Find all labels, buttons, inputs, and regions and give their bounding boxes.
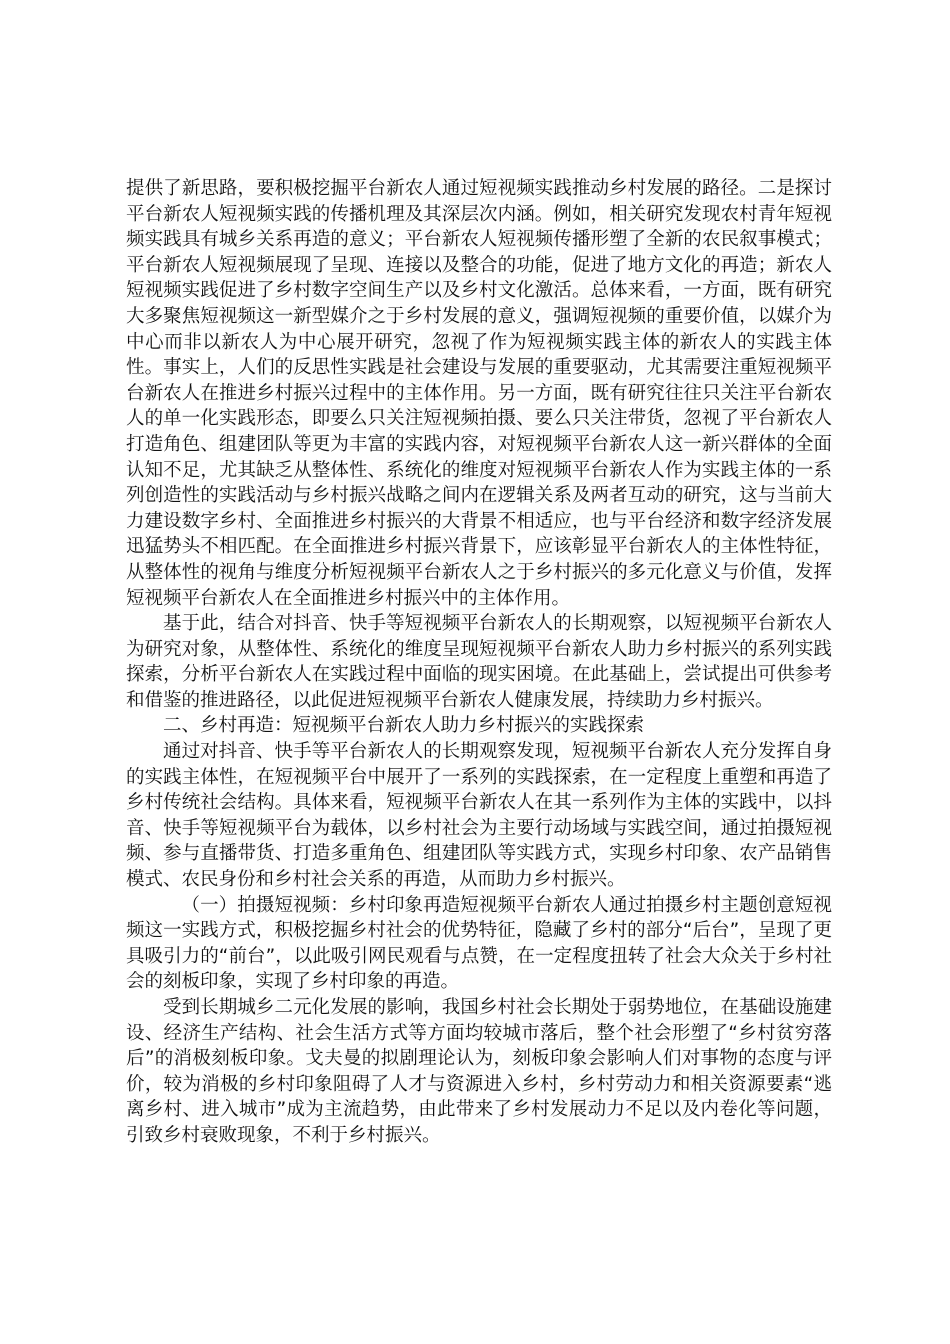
paragraph-continued: 提供了新思路，要积极挖掘平台新农人通过短视频实践推动乡村发展的路径。二是探讨平台新农人短视频实践的传播机理及其深层次内涵。例如，相关研究发现农村青年短视频实践具有城乡关系再造的意义；平台新农人短视频传播形塑了全新的农民叙事模式；平台新农人短视频展现了呈现、连接以及整合的功能，促进了地方文化的再造；新农人短视频实践促进了乡村数字空间生产以及乡村文化激活。总体来看，一方面，既有研究大多聚焦短视频这一新型媒介之于乡村发展的意义，强调短视频的重要价值，以媒介为中心而非以新农人为中心展开研究，忽视了作为短视频实践主体的新农人的实践主体性。事实上，人们的反思性实践是社会建设与发展的重要驱动，尤其需要注重短视频平台新农人在推进乡村振兴过程中的主体作用。另一方面，既有研究往往只关注平台新农人的单一化实践形态，即要么只关注短视频拍摄、要么只关注带货，忽视了平台新农人打造角色、组建团队等更为丰富的实践内容，对短视频平台新农人这一新兴群体的全面认知不足，尤其缺乏从整体性、系统化的维度对短视频平台新农人作为实践主体的一系列创造性的实践活动与乡村振兴战略之间内在逻辑关系及两者互动的研究，这与当前大力建设数字乡村、全面推进乡村振兴的大背景不相适应，也与平台经济和数字经济发展迅猛势头不相匹配。在全面推进乡村振兴背景下，应该彰显平台新农人的主体性特征，从整体性的视角与维度分析短视频平台新农人之于乡村振兴的多元化意义与价值，发挥短视频平台新农人在全面推进乡村振兴中的主体作用。: [126, 178, 832, 609]
paragraph-section-intro: 通过对抖音、快手等平台新农人的长期观察发现，短视频平台新农人充分发挥自身的实践主体性，在短视频平台中展开了一系列的实践探索，在一定程度上重塑和再造了乡村传统社会结构。具体来看，短视频平台新农人在其一系列作为主体的实践中，以抖音、快手等短视频平台为载体，以乡村社会为主要行动场域与实践空间，通过拍摄短视频、参与直播带货、打造多重角色、组建团队等实践方式，实现乡村印象、农产品销售模式、农民身份和乡村社会关系的再造，从而助力乡村振兴。: [126, 741, 832, 891]
section-heading: 二、乡村再造：短视频平台新农人助力乡村振兴的实践探索: [163, 715, 645, 737]
paragraph-subsection-video: （一）拍摄短视频：乡村印象再造短视频平台新农人通过拍摄乡村主题创意短视频这一实践方式，积极挖掘乡村社会的优势特征，隐藏了乡村的部分“后台”，呈现了更具吸引力的“前台”，以此吸引网民观看与点赞，在一定程度扭转了社会大众关于乡村社会的刻板印象，实现了乡村印象的再造。: [126, 894, 832, 993]
paragraph-research-basis: 基于此，结合对抖音、快手等短视频平台新农人的长期观察，以短视频平台新农人为研究对象，从整体性、系统化的维度呈现短视频平台新农人助力乡村振兴的系列实践探索，分析平台新农人在实践过程中面临的现实困境。在此基础上，尝试提出可供参考和借鉴的推进路径，以此促进短视频平台新农人健康发展，持续助力乡村振兴。: [126, 613, 832, 711]
document-page: [126, 176, 832, 1149]
paragraph-urban-rural: 受到长期城乡二元化发展的影响，我国乡村社会长期处于弱势地位，在基础设施建设、经济生产结构、社会生活方式等方面均较城市落后，整个社会形塑了“乡村贫穷落后”的消极刻板印象。戈夫曼的拟剧理论认为，刻板印象会影响人们对事物的态度与评价，较为消极的乡村印象阻碍了人才与资源进入乡村，乡村劳动力和相关资源要素“逃离乡村、进入城市”成为主流趋势，由此带来了乡村发展动力不足以及内卷化等问题，引致乡村衰败现象，不利于乡村振兴。: [126, 997, 832, 1146]
